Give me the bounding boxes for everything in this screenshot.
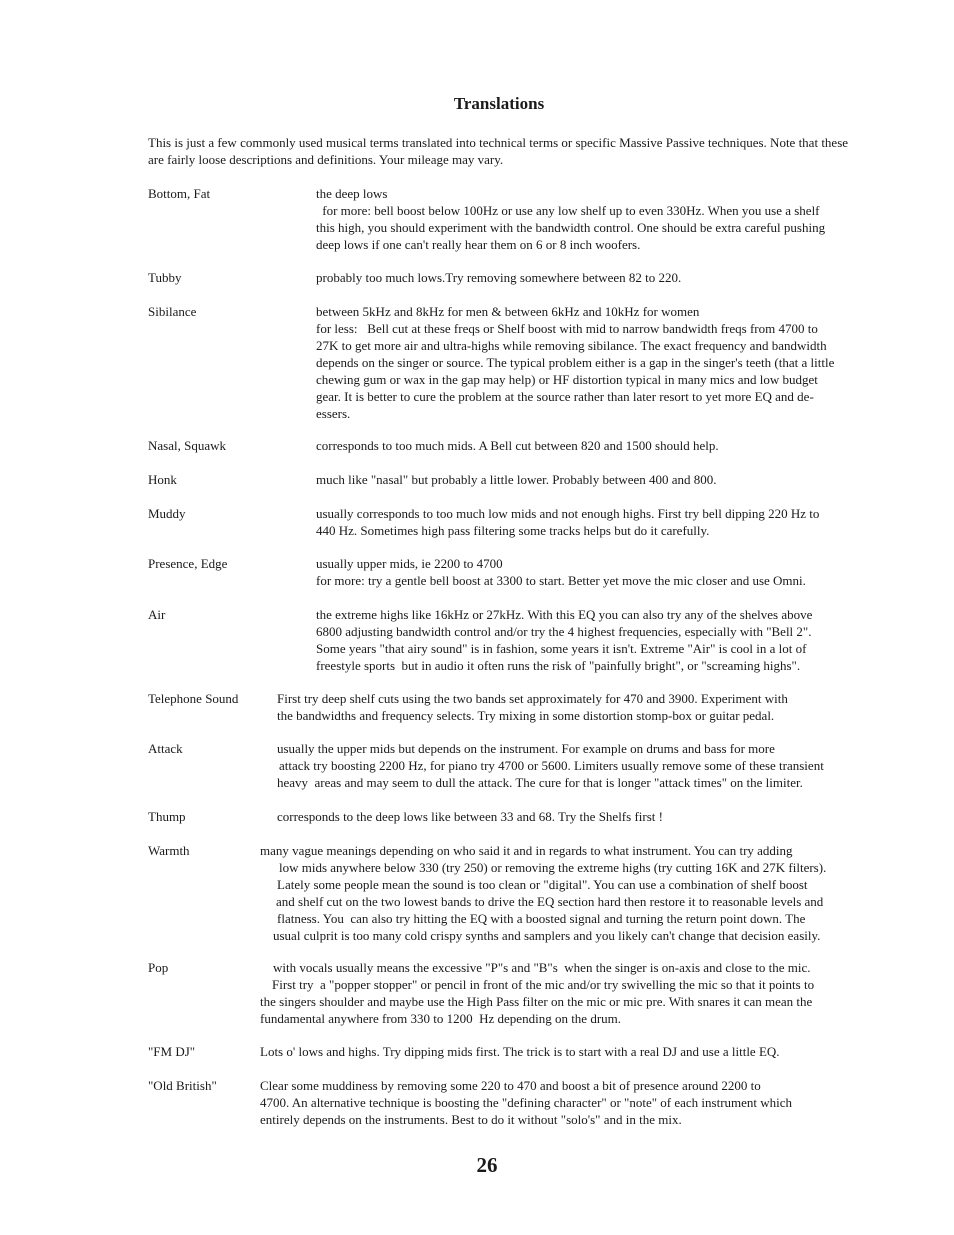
description-line: between 5kHz and 8kHz for men & between 6kHz and 10kHz for women — [316, 304, 700, 319]
description-line: corresponds to too much mids. A Bell cut between 820 and 1500 should help. — [316, 438, 719, 453]
description-line: the extreme highs like 16kHz or 27kHz. With this EQ you can also try any of the shelves above — [316, 607, 813, 622]
description-line: the deep lows — [316, 186, 388, 201]
description-line: freestyle sports but in audio it often runs the risk of "painfully bright", or "screaming highs". — [316, 658, 801, 673]
description-line: Some years "that airy sound" is in fashion, some years it isn't. Extreme "Air" is cool in a lot of — [316, 641, 807, 656]
description-line: the singers shoulder and maybe use the High Pass filter on the mic or mic pre. With snares it can mean the — [260, 994, 813, 1009]
description-line: gear. It is better to cure the problem at the source rather than later resort to yet more EQ and de- — [316, 389, 814, 404]
entry-description — [0, 555, 806, 589]
entry-term: Telephone Sound — [148, 691, 239, 706]
description-line: and shelf cut on the two lowest bands to drive the EQ section hard then restore it to reasonable levels and — [276, 894, 824, 909]
entry-description — [0, 269, 681, 286]
description-line: heavy areas and may seem to dull the attack. The cure for that is longer "attack times" on the limiter. — [277, 775, 803, 790]
description-line: the bandwidths and frequency selects. Try mixing in some distortion stomp-box or guitar pedal. — [277, 708, 775, 723]
description-line: 4700. An alternative technique is boosting the "defining character" or "note" of each instrument which — [260, 1095, 793, 1110]
description-line: depends on the singer or source. The typical problem either is a gap in the singer's teeth (that a little — [316, 355, 835, 370]
description-line: for more: try a gentle bell boost at 3300 to start. Better yet move the mic closer and use Omni. — [316, 573, 806, 588]
description-line: essers. — [316, 406, 351, 421]
description-line: this high, you should experiment with the bandwidth control. One should be extra careful pushing — [316, 220, 826, 235]
description-line: 27K to get more air and ultra-highs while removing sibilance. The exact frequency and bandwidth — [316, 338, 827, 353]
entry-term: Bottom, Fat — [148, 186, 211, 201]
entry-description — [0, 808, 663, 825]
entry-term: Attack — [148, 741, 183, 756]
description-line: usual culprit is too many cold crispy synths and samplers and you likely can't change that decision easily. — [273, 928, 821, 943]
entry-description — [0, 842, 826, 944]
description-line: entirely depends on the instruments. Best to do it without "solo's" and in the mix. — [260, 1112, 682, 1127]
description-line: much like "nasal" but probably a little lower. Probably between 400 and 800. — [316, 472, 717, 487]
description-line: usually corresponds to too much low mids and not enough highs. First try bell dipping 220 Hz to — [316, 506, 820, 521]
description-line: First try a "popper stopper" or pencil in front of the mic and/or try swivelling the mic so that it points to — [272, 977, 815, 992]
entry-term: Muddy — [148, 506, 186, 521]
entry-term: "FM DJ" — [148, 1044, 196, 1059]
description-line: for more: bell boost below 100Hz or use any low shelf up to even 330Hz. When you use a shelf — [319, 203, 820, 218]
description-line: probably too much lows.Try removing somewhere between 82 to 220. — [316, 270, 682, 285]
entry-description — [0, 740, 824, 791]
entry-description — [0, 185, 825, 253]
intro-paragraph: This is just a few commonly used musical terms translated into technical terms or specific Massive Passive techniques. Note that these are fairly loose descriptions and definitions. Your mileage may vary. — [148, 135, 849, 167]
description-line: deep lows if one can't really hear them on 6 or 8 inch woofers. — [316, 237, 641, 252]
description-line: Lately some people mean the sound is too clean or "digital". You can use a combination of shelf boost — [277, 877, 808, 892]
entry-term: Thump — [148, 809, 186, 824]
description-line: 440 Hz. Sometimes high pass filtering some tracks helps but do it carefully. — [316, 523, 710, 538]
description-line: with vocals usually means the excessive "P"s and "B"s when the singer is on-axis and close to the mic. — [273, 960, 811, 975]
page-title: Translations — [453, 94, 545, 113]
entry-term: Sibilance — [148, 304, 197, 319]
description-line: many vague meanings depending on who said it and in regards to what instrument. You can try adding — [260, 843, 793, 858]
entry-description — [0, 505, 819, 539]
description-line: First try deep shelf cuts using the two bands set approximately for 470 and 3900. Experiment with — [277, 691, 788, 706]
entry-term: "Old British" — [148, 1078, 217, 1093]
description-line: attack try boosting 2200 Hz, for piano try 4700 or 5600. Limiters usually remove some of these transient — [279, 758, 824, 773]
description-line: chewing gum or wax in the gap may help) or HF distortion typical in many mics and low budget — [316, 372, 818, 387]
entry-term: Presence, Edge — [148, 556, 228, 571]
description-line: Lots o' lows and highs. Try dipping mids first. The trick is to start with a real DJ and use a little EQ. — [260, 1044, 780, 1059]
page-number: 26 — [476, 1153, 498, 1177]
entry-term: Tubby — [148, 270, 182, 285]
entry-description — [0, 303, 834, 422]
description-line: corresponds to the deep lows like between 33 and 68. Try the Shelfs first ! — [277, 809, 663, 824]
description-line: fundamental anywhere from 330 to 1200 Hz depending on the drum. — [260, 1011, 622, 1026]
entry-term: Air — [148, 607, 166, 622]
description-line: 6800 adjusting bandwidth control and/or try the 4 highest frequencies, especially with "Bell 2". — [316, 624, 812, 639]
entry-description — [0, 959, 814, 1027]
entry-description — [0, 690, 788, 724]
entry-description — [0, 471, 717, 488]
description-line: usually upper mids, ie 2200 to 4700 — [316, 556, 503, 571]
description-line: usually the upper mids but depends on the instrument. For example on drums and bass for more — [277, 741, 775, 756]
description-line: flatness. You can also try hitting the EQ with a boosted signal and turning the return point down. The — [277, 911, 806, 926]
entry-term: Pop — [148, 960, 169, 975]
entry-description — [0, 437, 719, 454]
description-line: Clear some muddiness by removing some 220 to 470 and boost a bit of presence around 2200 to — [260, 1078, 761, 1093]
entry-term: Warmth — [148, 843, 190, 858]
entry-description — [0, 1043, 780, 1060]
entry-term: Honk — [148, 472, 177, 487]
description-line: low mids anywhere below 330 (try 250) or removing the extreme highs (try cutting 16K and 27K filters). — [279, 860, 827, 875]
description-line: for less: Bell cut at these freqs or Shelf boost with mid to narrow bandwidth freqs from 4700 to — [316, 321, 818, 336]
entry-term: Nasal, Squawk — [148, 438, 226, 453]
entry-description — [0, 1077, 792, 1128]
entry-description — [0, 606, 812, 674]
